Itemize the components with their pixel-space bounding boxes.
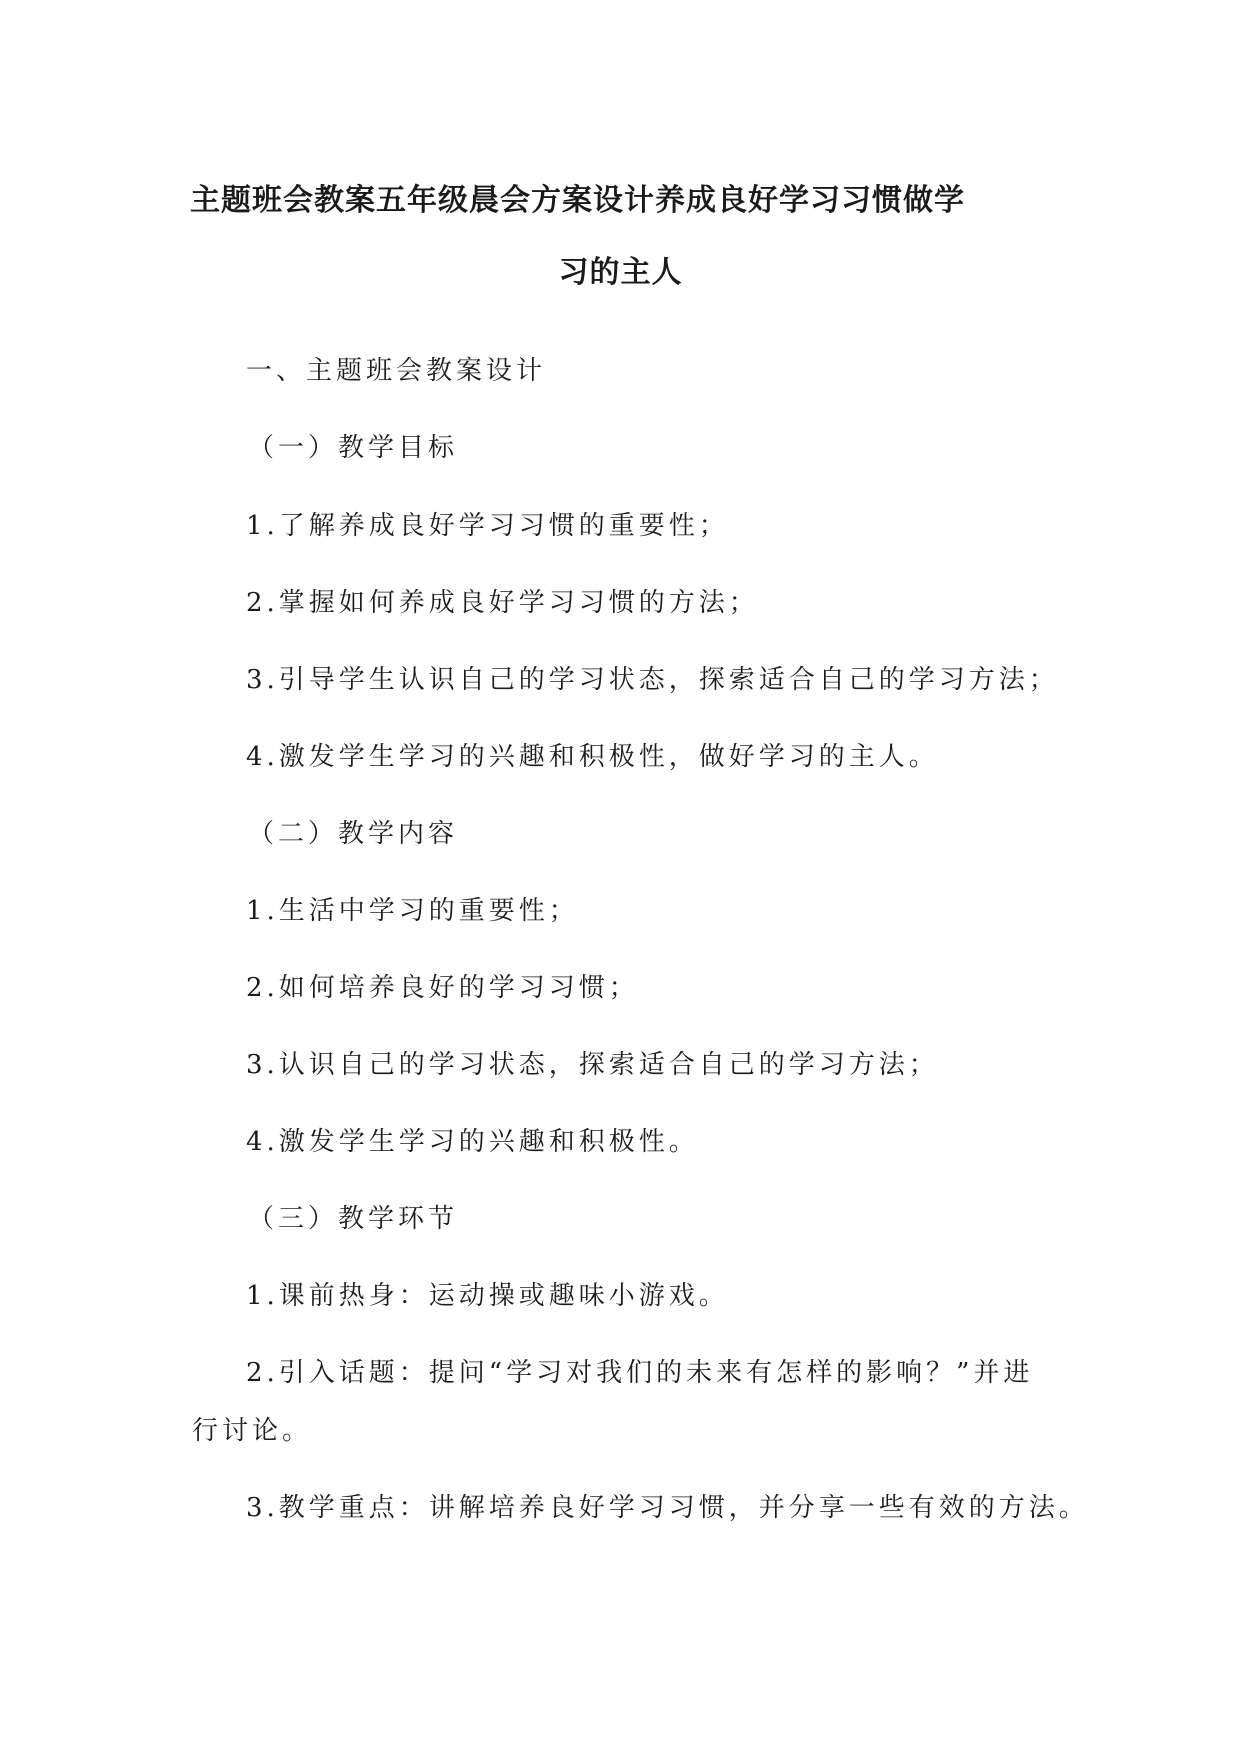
- list-item: 4.激发学生学习的兴趣和积极性。: [246, 1127, 699, 1157]
- document-title-line-2: 习的主人: [558, 255, 683, 290]
- subsection-heading: （二）教学内容: [248, 819, 459, 849]
- list-item: 1.了解养成良好学习习惯的重要性；: [246, 511, 729, 541]
- list-item: 2.引入话题：提问“学习对我们的未来有怎样的影响？”并进: [246, 1358, 1034, 1388]
- section-heading: 一、主题班会教案设计: [246, 356, 547, 386]
- list-item-continuation: 行讨论。: [192, 1416, 313, 1446]
- list-item: 2.掌握如何养成良好学习习惯的方法；: [246, 588, 759, 618]
- list-item: 1.生活中学习的重要性；: [246, 896, 579, 926]
- list-item: 3.教学重点：讲解培养良好学习习惯，并分享一些有效的方法。: [246, 1493, 1089, 1523]
- list-item: 3.认识自己的学习状态，探索适合自己的学习方法；: [246, 1050, 939, 1080]
- subsection-heading: （一）教学目标: [248, 433, 459, 463]
- subsection-heading: （三）教学环节: [248, 1204, 459, 1234]
- list-item: 2.如何培养良好的学习习惯；: [246, 973, 639, 1003]
- document-title-line-1: 主题班会教案五年级晨会方案设计养成良好学习习惯做学: [190, 183, 965, 218]
- list-item: 1.课前热身：运动操或趣味小游戏。: [246, 1281, 729, 1311]
- list-item: 3.引导学生认识自己的学习状态，探索适合自己的学习方法；: [246, 665, 1059, 695]
- list-item: 4.激发学生学习的兴趣和积极性，做好学习的主人。: [246, 742, 939, 772]
